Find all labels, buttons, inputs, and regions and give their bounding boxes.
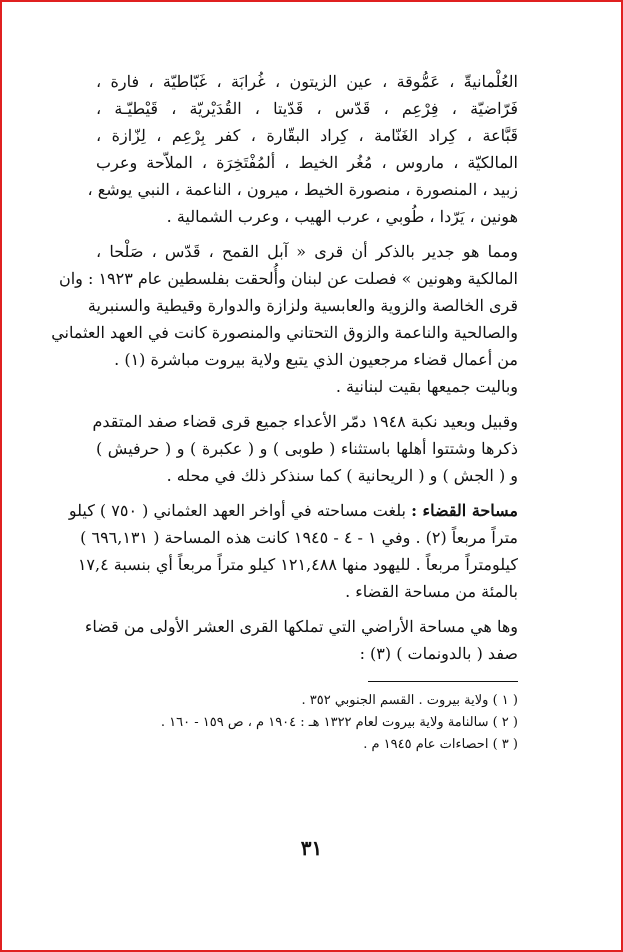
text-line: هونين ، يَرّدا ، طُوبي ، عرب الهيب ، وعرب الشمالية . — [166, 207, 518, 226]
text-line: وباليت جميعها بقيت لبنانية . — [335, 377, 518, 396]
text-line: المالكية وهونين » فصلت عن لبنان وأُلحقت بفلسطين عام ١٩٢٣ : وان — [58, 269, 518, 288]
text-line — [68, 497, 518, 524]
text-line: فَرّاضيّة ، فِرْعِم ، قَدّس ، قَدّيتا ، القُدَيْريّة ، قَيْطيّـة ، — [96, 99, 518, 118]
text-line: و ( الجش ) و ( الريحانية ) كما سنذكر ذلك في محله . — [166, 466, 518, 485]
text-line: زبيد ، المنصورة ، منصورة الخيط ، ميرون ، الناعمة ، النبي يوشع ، — [87, 180, 518, 199]
text-line: وها هي مساحة الأراضي التي تملكها القرى العشر الأولى من قضاء — [84, 617, 518, 636]
text-line: متراً مربعاً (٢) . وفي ١ - ٤ - ١٩٤٥ كانت هذه المساحة ( ٦٩٦,١٣١ ) — [80, 528, 518, 547]
section-term: مساحة القضاء : — [411, 501, 518, 520]
remaining-lebanese-paragraph — [96, 373, 518, 400]
text-line: صفد ( بالدونمات ) (٣) : — [359, 644, 518, 663]
page-number: ٣١ — [300, 836, 323, 860]
district-area-paragraph — [68, 497, 518, 605]
footnote-1: ( ١ ) ولاية بيروت . القسم الجنوبي ٣٥٢ . — [301, 693, 518, 708]
nakba-paragraph — [92, 408, 518, 489]
footnote-3: ( ٣ ) احصاءات عام ١٩٤٥ م . — [363, 737, 518, 752]
text-line: ومما هو جدير بالذكر أن قرى « آبل القمح ، قَدّس ، صَلْحا ، — [96, 242, 518, 261]
text-line: المالكيّة ، ماروس ، مُغُر الخيط ، ألمُفْتَخِرَة ، الملاّحة وعرب — [96, 153, 518, 172]
text-line: ذكرها وشتتوا أهلها باستثناء ( طوبى ) و ( عكبرة ) و ( حرفيش ) — [96, 439, 518, 458]
text-line: من أعمال قضاء مرجعيون الذي يتبع ولاية بيروت مباشرة (١) . — [114, 350, 518, 369]
footnote-2: ( ٢ ) سالنامة ولاية بيروت لعام ١٣٢٢ هـ : ١٩٠٤ م ، ص ١٥٩ - ١٦٠ . — [160, 715, 518, 730]
text-line: قرى الخالصة والزوية والعابسية ولزازة والدوارة وقيطية والسنبرية — [87, 296, 518, 315]
footnote-separator — [368, 681, 518, 682]
text-line: كيلومتراً مربعاً . لليهود منها ١٢١,٤٨٨ كيلو متراً مربعاً أي بنسبة ١٧,٤ — [77, 555, 518, 574]
text-line: بالمئة من مساحة القضاء . — [345, 582, 518, 601]
book-page — [51, 68, 518, 756]
text-line: العُلْمانيةّ ، عَمُّوقة ، عين الزيتون ، غُرابَة ، غَبّاطيّة ، فارة ، — [96, 72, 518, 91]
village-list-paragraph — [87, 68, 518, 230]
annexation-paragraph — [51, 238, 518, 373]
land-area-intro-paragraph — [84, 613, 518, 667]
text-line: والصالحية والناعمة والزوق التحتاني والمنصورة كانت في العهد العثماني — [51, 323, 518, 342]
text-line: قَبَّاعة ، كِراد الغَنّامة ، كِراد البقّارة ، كفر بِرْعِم ، لِزّازة ، — [96, 126, 518, 145]
text-segment: بلغت مساحته في أواخر العهد العثماني ( ٧٥٠ ) كيلو — [68, 501, 406, 520]
text-line: وقبيل وبعيد نكبة ١٩٤٨ دمّر الأعداء جميع قرى قضاء صفد المتقدم — [92, 412, 518, 431]
